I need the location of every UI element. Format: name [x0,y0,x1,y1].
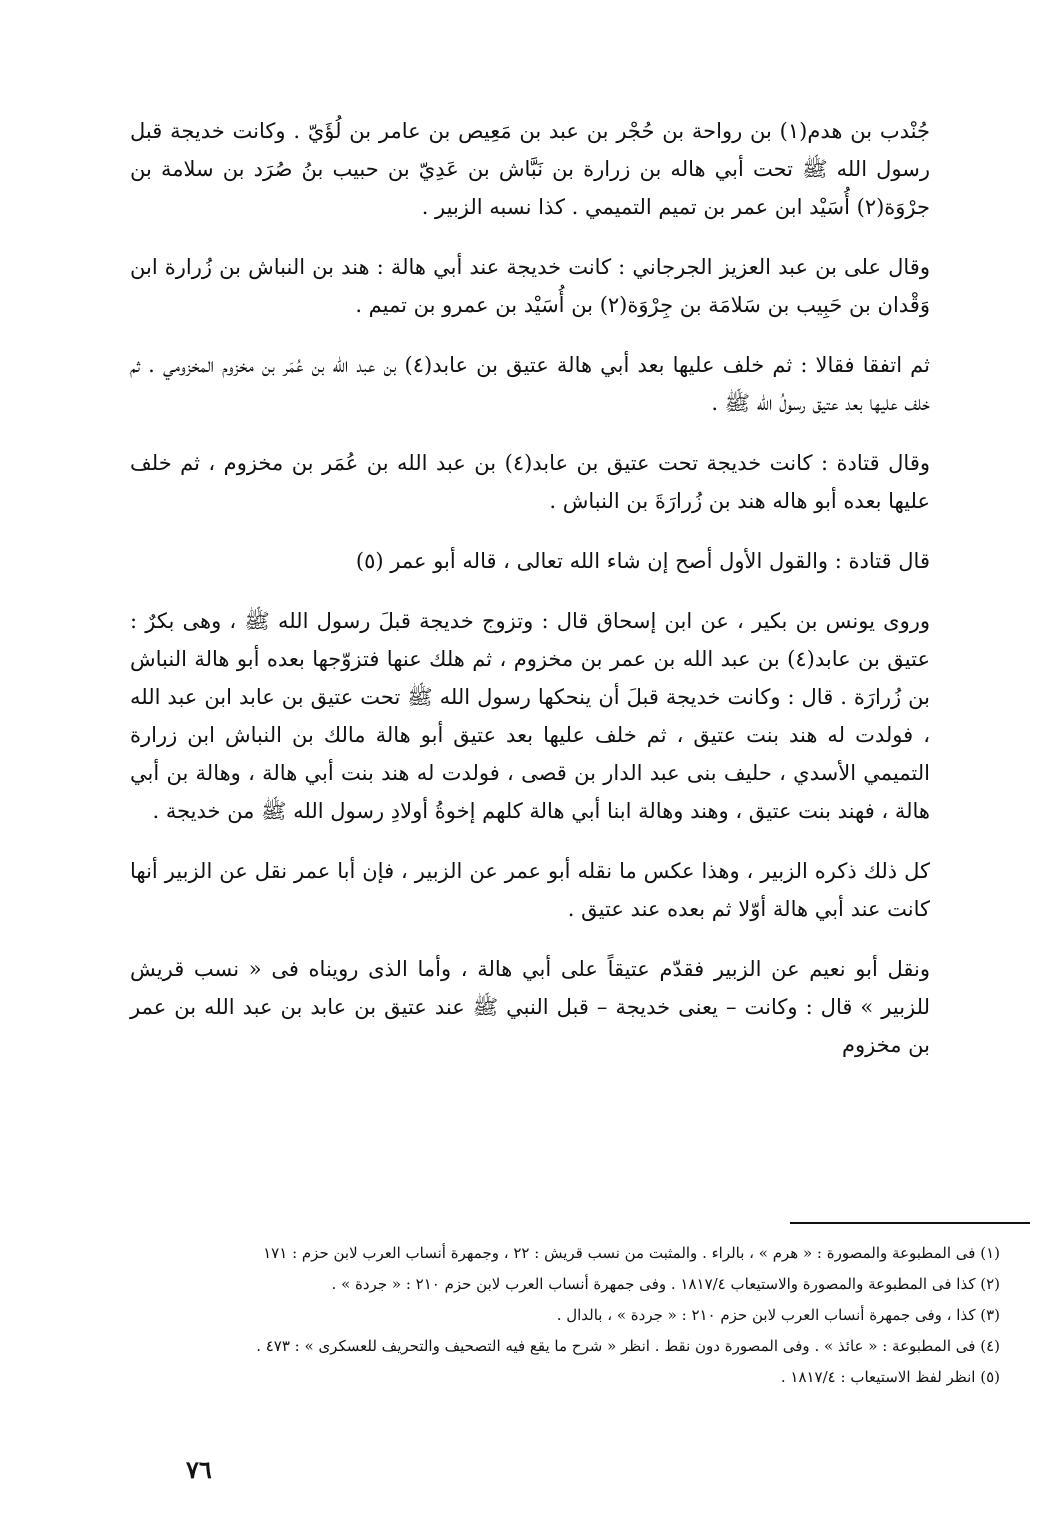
paragraph-1: جُنْدب بن هدم(١) بن رواحة بن حُجْر بن عبد بن مَعِيص بن عامر بن لُؤَيّ . وكانت خديجة قبل رسول الله ﷺ تحت أبي هاله بن زرارة بن نَبَّاش بن عَدِيّ بن حبيب بنُ صُرَد بن سلامة بن جرْوَة(٢) أُسَيْد ابن عمر بن تميم التميمي . كذا نسبه الزبير . [130,119,930,219]
body-text [130,112,930,1086]
paragraph-7: كل ذلك ذكره الزبير ، وهذا عكس ما نقله أبو عمر عن الزبير ، فإن أبا عمر نقل عن الزبير أنها كانت عند أبي هالة أوّلا ثم بعده عند عتيق . [130,859,930,921]
paragraph-3: ثم اتفقا فقالا : ثم خلف عليها بعد أبي هالة عتيق بن عابد(٤) بن عبد الله بن عُمَر بن مخزوم المخزومي . ثم خلف عليها بعد عتيق رسولُ الله ﷺ . [130,353,930,415]
footnote-4: (٤) فى المطبوعة : « عائذ » . وفى المصورة دون نقط . انظر « شرح ما يقع فيه التصحيف والتحريف للعسكرى » : ٤٧٣ . [256,1337,1000,1355]
footnote-divider [790,1222,1030,1224]
footnote-5: (٥) انظر لفظ الاستيعاب : ١٨١٧/٤ . [780,1368,1000,1386]
paragraph-6: وروى يونس بن بكير ، عن ابن إسحاق قال : وتزوج خديجة قبلَ رسول الله ﷺ ، وهى بكرٌ : عتيق بن عابد(٤) بن عبد الله بن عمر بن مخزوم ، ثم هلك عنها فتزوّجها بعده أبو هالة النباش بن زُرارَة . قال : وكانت خديجة قبلَ أن ينحكها رسول الله ﷺ تحت عتيق بن عابد ابن عبد الله ، فولدت له هند بنت عتيق ، ثم خلف عليها بعد عتيق أبو هالة مالك بن النباش ابن زرارة التميمي الأسدي ، حليف بنى عبد الدار بن قصى ، فولدت له هند بنت أبي هالة ، وهالة بن أبي هالة ، فهند بنت عتيق ، وهند وهالة ابنا أبي هالة كلهم إخوةُ أولادِ رسول الله ﷺ من خديجة . [130,609,930,823]
paragraph-8: ونقل أبو نعيم عن الزبير فقدّم عتيقاً على أبي هالة ، وأما الذى رويناه فى « نسب قريش للزبير » قال : وكانت – يعنى خديجة – قبل النبي ﷺ عند عتيق بن عابد بن عبد الله بن عمر بن مخزوم [130,957,930,1057]
page-number: ٧٦ [186,1455,212,1484]
paragraph-4: وقال قتادة : كانت خديجة تحت عتيق بن عابد(٤) بن عبد الله بن عُمَر بن مخزوم ، ثم خلف عليها بعده أبو هاله هند بن زُرارَةَ بن النباش . [130,451,930,513]
footnote-1: (١) فى المطبوعة والمصورة : « هرم » ، بالراء . والمثبت من نسب قريش : ٢٢ ، وجمهرة أنساب العرب لابن حزم : ١٧١ [263,1244,1000,1262]
footnote-3: (٣) كذا ، وفى جمهرة أنساب العرب لابن حزم ٢١٠ : « جردة » ، بالدال . [556,1306,1000,1324]
footnotes [160,1238,1000,1393]
paragraph-5: قال قتادة : والقول الأول أصح إن شاء الله تعالى ، قاله أبو عمر (٥) [355,549,930,573]
footnote-2: (٢) كذا فى المطبوعة والمصورة والاستيعاب ١٨١٧/٤ . وفى جمهرة أنساب العرب لابن حزم ٢١٠ : « جردة » . [331,1275,1000,1293]
paragraph-2: وقال على بن عبد العزيز الجرجاني : كانت خديجة عند أبي هالة : هند بن النباش بن زُرارة ابن وَقْدان بن حَبِيب بن سَلامَة بن جِرْوَة(٢) بن أُسَيْد بن عمرو بن تميم . [130,255,930,317]
